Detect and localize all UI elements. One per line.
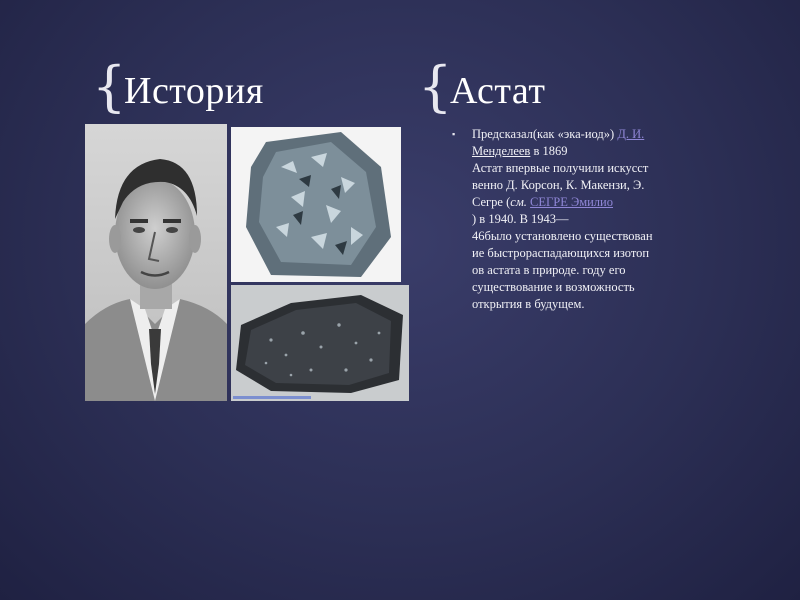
portrait-photo <box>85 124 227 401</box>
body-text-block <box>452 126 722 313</box>
bullet-marker: ▪ <box>452 129 456 139</box>
link-mendeleev-initials[interactable]: Д. И. <box>617 127 645 141</box>
text-fragment: Сегре ( <box>472 195 511 209</box>
text-line: ов астата в природе. году его <box>472 263 626 277</box>
image-caption-link[interactable] <box>233 396 311 399</box>
text-line <box>472 126 722 143</box>
link-mendeleev[interactable]: Менделеев <box>472 144 531 158</box>
text-line: открытия в будущем. <box>472 297 585 311</box>
slide-title-astatine: Астат <box>450 70 546 112</box>
decorative-brace-right: { <box>418 55 453 118</box>
text-line: существование и возможность <box>472 280 635 294</box>
text-fragment: Предсказал(как «эка-иод») <box>472 127 618 141</box>
slide-title-history: История <box>124 70 264 112</box>
text-fragment: см. <box>510 195 527 209</box>
decorative-brace-left: { <box>92 55 127 118</box>
text-line <box>472 194 722 211</box>
text-line: венно Д. Корсон, К. Макензи, Э. <box>472 178 645 192</box>
text-line: Астат впервые получили искусст <box>472 161 649 175</box>
astatine-crystal-photo <box>231 127 401 282</box>
text-line: ) в 1940. В 1943— <box>472 212 569 226</box>
text-fragment: в 1869 <box>530 144 568 158</box>
text-line: ие быстрораспадающихся изотоп <box>472 246 650 260</box>
text-line <box>472 143 722 160</box>
link-segre[interactable]: СЕГРЕ Эмилио <box>530 195 613 209</box>
astatine-sample-photo <box>231 285 409 401</box>
text-line: 46было установлено существован <box>472 229 653 243</box>
